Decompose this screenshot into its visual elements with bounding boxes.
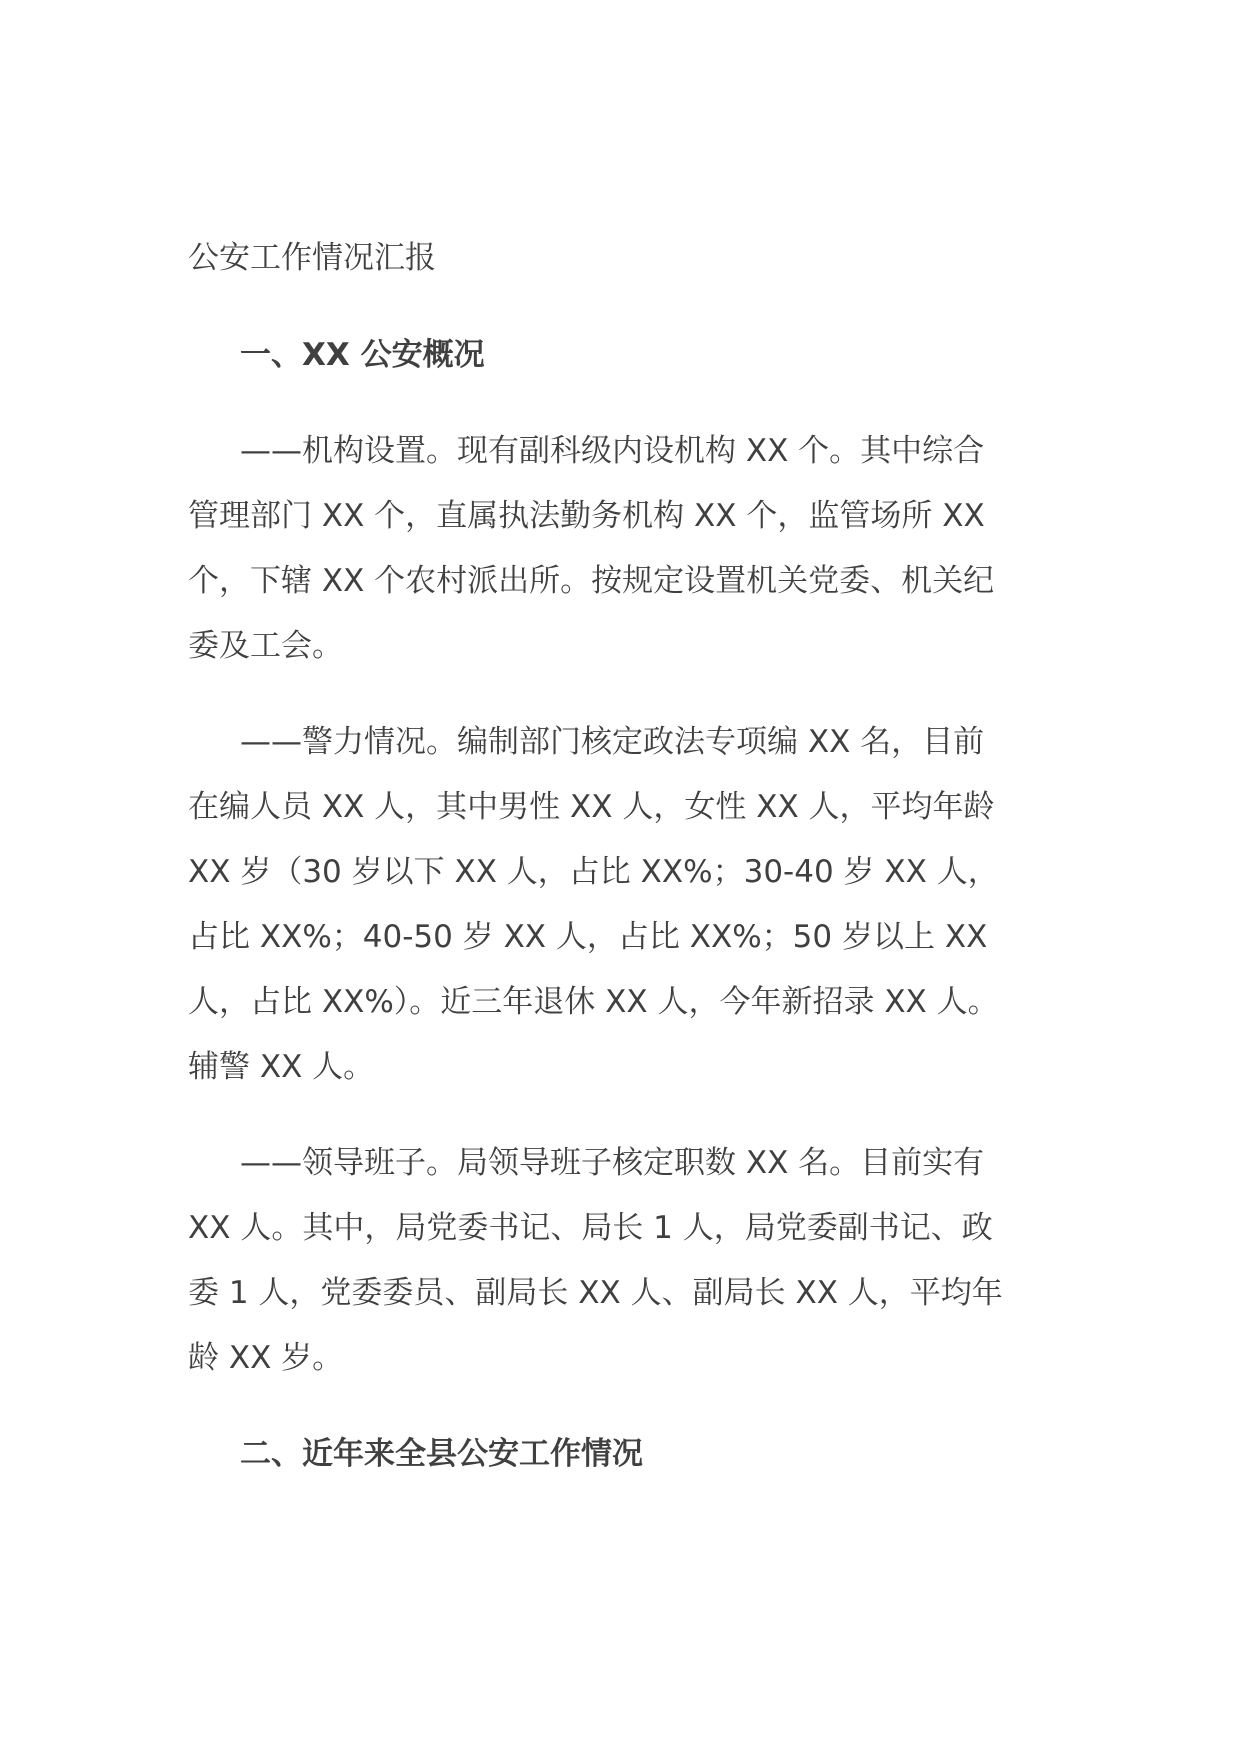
paragraph-line: 委及工会。 bbox=[188, 628, 343, 664]
paragraph-line: 辅警 XX 人。 bbox=[188, 1049, 375, 1085]
section-heading-2: 二、近年来全县公安工作情况 bbox=[240, 1436, 643, 1472]
paragraph-line: 个，下辖 XX 个农村派出所。按规定设置机关党委、机关纪 bbox=[188, 563, 995, 599]
paragraph-line: ——机构设置。现有副科级内设机构 XX 个。其中综合 bbox=[240, 433, 985, 469]
paragraph-line: 占比 XX%；40-50 岁 XX 人，占比 XX%；50 岁以上 XX bbox=[188, 919, 988, 955]
paragraph-line: ——领导班子。局领导班子核定职数 XX 名。目前实有 bbox=[240, 1145, 985, 1181]
paragraph-line: 管理部门 XX 个，直属执法勤务机构 XX 个，监管场所 XX bbox=[188, 498, 985, 534]
paragraph-line: 委 1 人，党委委员、副局长 XX 人、副局长 XX 人，平均年 bbox=[188, 1275, 1003, 1311]
paragraph-line: 人，占比 XX%）。近三年退休 XX 人，今年新招录 XX 人。 bbox=[188, 984, 999, 1020]
document-title: 公安工作情况汇报 bbox=[188, 240, 436, 276]
paragraph-line: XX 岁（30 岁以下 XX 人，占比 XX%；30-40 岁 XX 人， bbox=[188, 854, 999, 890]
section-heading-1: 一、XX 公安概况 bbox=[240, 337, 485, 373]
paragraph-line: 龄 XX 岁。 bbox=[188, 1340, 344, 1376]
paragraph-line: XX 人。其中，局党委书记、局长 1 人，局党委副书记、政 bbox=[188, 1210, 993, 1246]
paragraph-line: 在编人员 XX 人，其中男性 XX 人，女性 XX 人，平均年龄 bbox=[188, 789, 995, 825]
paragraph-line: ——警力情况。编制部门核定政法专项编 XX 名，目前 bbox=[240, 724, 985, 760]
